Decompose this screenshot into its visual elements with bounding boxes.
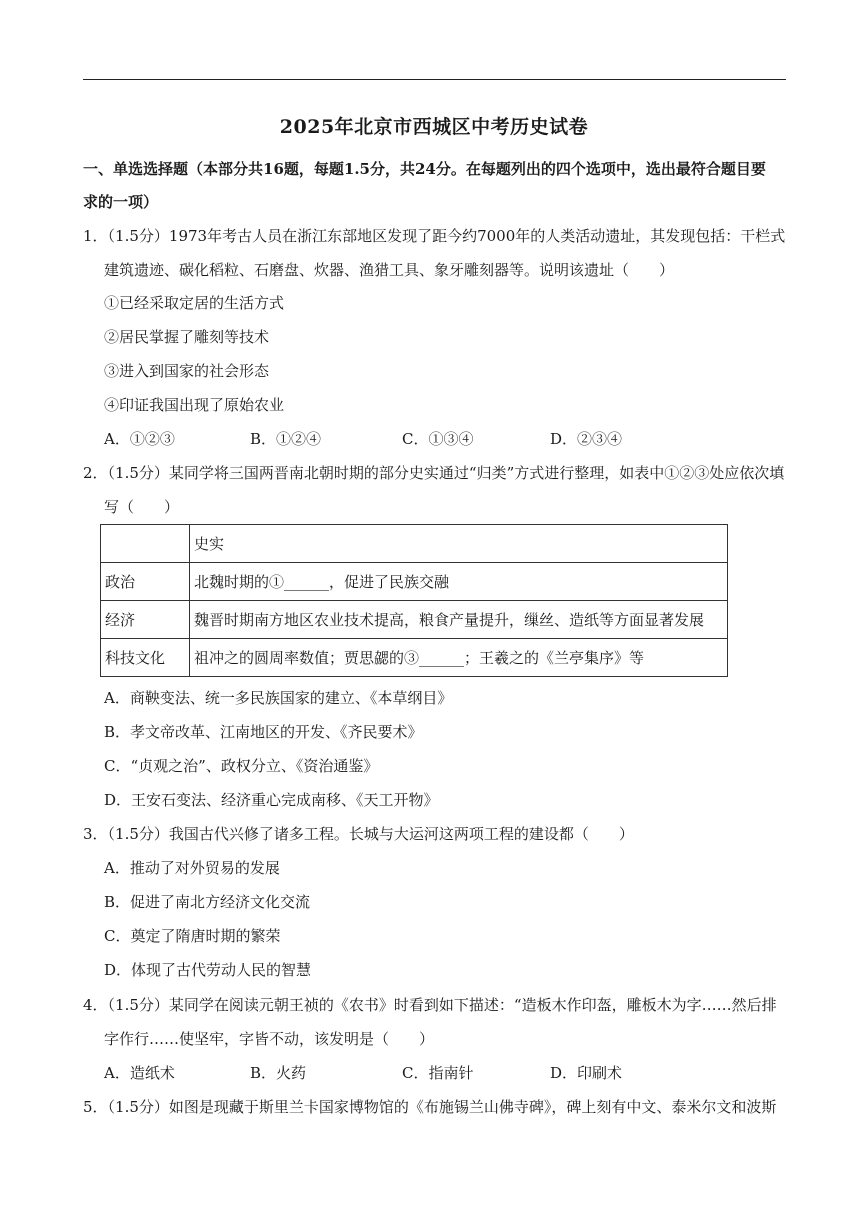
table-cell <box>101 525 190 563</box>
q4-stem-line2: 字作行……使坚牢，字皆不动，该发明是（ ） <box>104 1030 435 1048</box>
q4-option-c[interactable]: C．指南针 <box>402 1064 474 1082</box>
table-row <box>101 525 728 563</box>
q3-option-a[interactable]: A．推动了对外贸易的发展 <box>104 859 280 877</box>
table-cell: 史实 <box>190 525 728 563</box>
q2-stem-line1: 2．（1.5分）某同学将三国两晋南北朝时期的部分史实通过“归类”方式进行整理，如表中①②③处应依次填 <box>83 464 785 482</box>
history-facts-table <box>100 524 728 677</box>
q4-stem-line1: 4．（1.5分）某同学在阅读元朝王祯的《农书》时看到如下描述：“造板木作印盔，雕板木为字……然后排 <box>83 996 777 1014</box>
q4-option-b[interactable]: B．火药 <box>250 1064 307 1082</box>
q4-option-d[interactable]: D．印刷术 <box>550 1064 623 1082</box>
q1-option-d[interactable]: D．②③④ <box>550 430 623 448</box>
table-cell: 魏晋时期南方地区农业技术提高，粮食产量提升，缫丝、造纸等方面显著发展 <box>190 601 728 639</box>
q2-option-d[interactable]: D．王安石变法、经济重心完成南移、《天工开物》 <box>104 791 439 809</box>
section-heading-line2: 求的一项） <box>83 193 159 211</box>
q2-option-a[interactable]: A．商鞅变法、统一多民族国家的建立、《本草纲目》 <box>104 689 453 707</box>
table-cell: 科技文化 <box>101 639 190 677</box>
q2-stem-line2: 写（ ） <box>104 498 180 516</box>
q1-stem-line1: 1．（1.5分）1973年考古人员在浙江东部地区发现了距今约7000年的人类活动遗址，其发现包括：干栏式 <box>83 227 786 245</box>
table-row <box>101 639 728 677</box>
q1-option-c[interactable]: C．①③④ <box>402 430 474 448</box>
q3-option-b[interactable]: B．促进了南北方经济文化交流 <box>104 893 311 911</box>
header-rule <box>83 79 786 80</box>
q3-stem-line1: 3．（1.5分）我国古代兴修了诸多工程。长城与大运河这两项工程的建设都（ ） <box>83 825 634 843</box>
table-cell: 经济 <box>101 601 190 639</box>
q1-option-a[interactable]: A．①②③ <box>104 430 175 448</box>
table-cell: 政治 <box>101 563 190 601</box>
table-row <box>101 563 728 601</box>
q1-item-4: ④印证我国出现了原始农业 <box>104 396 285 414</box>
q2-option-c[interactable]: C．“贞观之治”、政权分立、《资治通鉴》 <box>104 757 379 775</box>
q3-option-d[interactable]: D．体现了古代劳动人民的智慧 <box>104 961 312 979</box>
table-cell: 北魏时期的①______，促进了民族交融 <box>190 563 728 601</box>
q1-item-2: ②居民掌握了雕刻等技术 <box>104 328 270 346</box>
q2-option-b[interactable]: B．孝文帝改革、江南地区的开发、《齐民要术》 <box>104 723 423 741</box>
table-cell: 祖冲之的圆周率数值；贾思勰的③______；王羲之的《兰亭集序》等 <box>190 639 728 677</box>
q1-item-1: ①已经采取定居的生活方式 <box>104 294 285 312</box>
q5-stem-line1: 5．（1.5分）如图是现藏于斯里兰卡国家博物馆的《布施锡兰山佛寺碑》，碑上刻有中文、泰米尔文和波斯 <box>83 1098 777 1116</box>
q4-option-a[interactable]: A．造纸术 <box>104 1064 175 1082</box>
q1-option-b[interactable]: B．①②④ <box>250 430 322 448</box>
q1-item-3: ③进入到国家的社会形态 <box>104 362 270 380</box>
q1-stem-line2: 建筑遗迹、碳化稻粒、石磨盘、炊器、渔猎工具、象牙雕刻器等。说明该遗址（ ） <box>104 261 675 279</box>
table-row <box>101 601 728 639</box>
exam-title: 2025年北京市西城区中考历史试卷 <box>279 116 589 138</box>
section-heading-line1: 一、单选选择题（本部分共16题，每题1.5分，共24分。在每题列出的四个选项中，选出最符合题目要 <box>83 160 766 178</box>
q3-option-c[interactable]: C．奠定了隋唐时期的繁荣 <box>104 927 281 945</box>
